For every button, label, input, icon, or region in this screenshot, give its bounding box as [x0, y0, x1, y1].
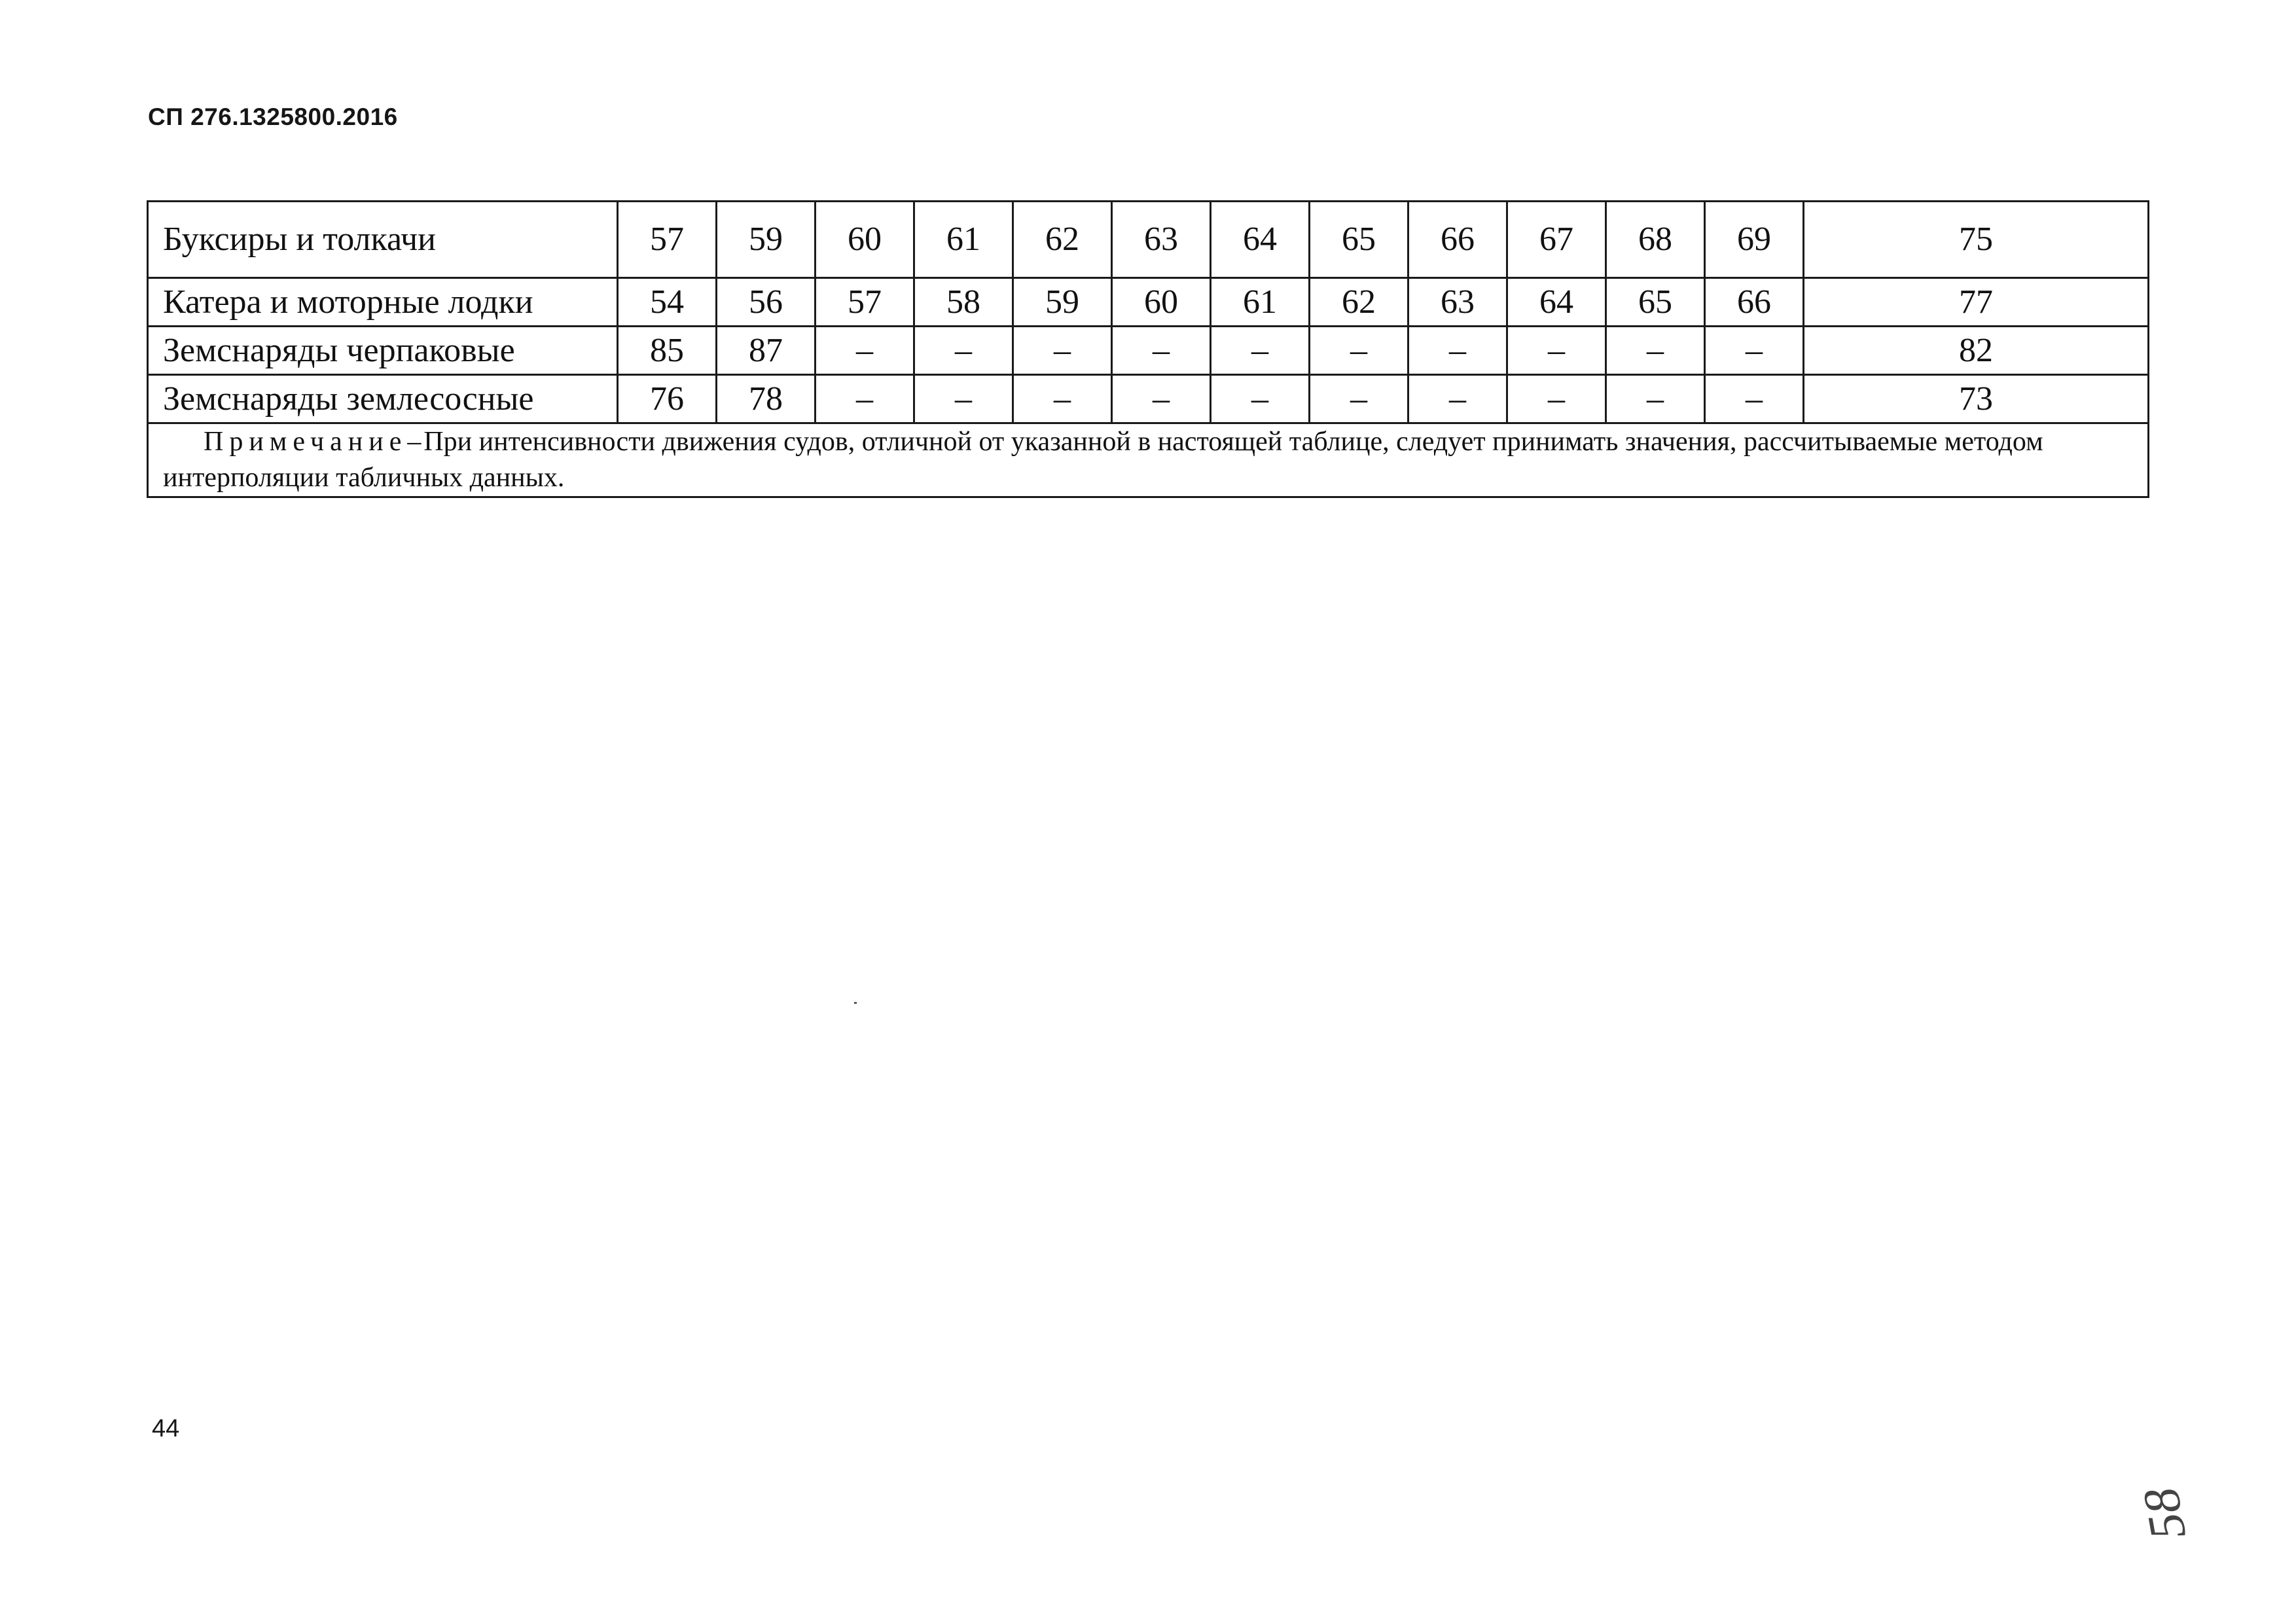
table-cell: 61 [914, 202, 1013, 278]
table-cell: – [1705, 327, 1804, 375]
table-cell: 67 [1507, 202, 1606, 278]
table-cell: 78 [717, 375, 816, 423]
table-cell: – [914, 327, 1013, 375]
table-cell: – [816, 327, 914, 375]
table-cell: 63 [1408, 278, 1507, 327]
table-cell: – [1408, 375, 1507, 423]
table-cell: – [1507, 327, 1606, 375]
row-label: Катера и моторные лодки [148, 278, 618, 327]
table-cell: – [914, 375, 1013, 423]
table-cell: 66 [1705, 278, 1804, 327]
table-cell: – [1112, 327, 1211, 375]
table-cell: – [1606, 327, 1705, 375]
table-cell: 64 [1211, 202, 1310, 278]
note-separator: – [407, 427, 422, 457]
table-cell: 57 [816, 278, 914, 327]
table-cell: 60 [1112, 278, 1211, 327]
table-cell: – [1705, 375, 1804, 423]
table-row [148, 327, 2149, 375]
table-row [148, 202, 2149, 278]
table-cell: 65 [1310, 202, 1408, 278]
table-cell: – [1310, 375, 1408, 423]
table-cell: – [1211, 327, 1310, 375]
table-cell-last: 77 [1804, 278, 2149, 327]
table-cell: 76 [618, 375, 717, 423]
table-cell: – [1408, 327, 1507, 375]
table-cell: – [1112, 375, 1211, 423]
table-cell: – [1310, 327, 1408, 375]
table-cell-last: 73 [1804, 375, 2149, 423]
table-cell: – [1606, 375, 1705, 423]
page-number: 44 [152, 1415, 180, 1442]
table-note [148, 423, 2149, 497]
table-cell: 85 [618, 327, 717, 375]
table-cell: 60 [816, 202, 914, 278]
table-cell: – [1013, 327, 1112, 375]
table-row [148, 375, 2149, 423]
table-cell: 87 [717, 327, 816, 375]
row-label: Земснаряды землесосные [148, 375, 618, 423]
data-table [147, 200, 2149, 498]
table-cell: 61 [1211, 278, 1310, 327]
table-cell-last: 75 [1804, 202, 2149, 278]
table-cell: 59 [717, 202, 816, 278]
table-body [148, 202, 2149, 497]
table-cell: 69 [1705, 202, 1804, 278]
note-lead: Примечание [204, 427, 408, 457]
table-note-row [148, 423, 2149, 497]
table-cell: 66 [1408, 202, 1507, 278]
table-cell: 63 [1112, 202, 1211, 278]
table-cell: – [1211, 375, 1310, 423]
note-text: При интенсивности движения судов, отличной от указанной в настоящей таблице, следует принимать значения, рассчитываемые методом интерполяции табличных данных. [163, 427, 2043, 493]
table-cell: 59 [1013, 278, 1112, 327]
handwritten-page-mark: 58 [2131, 1484, 2197, 1544]
table-cell-last: 82 [1804, 327, 2149, 375]
row-label: Буксиры и толкачи [148, 202, 618, 278]
table-cell: 68 [1606, 202, 1705, 278]
table-cell: 62 [1013, 202, 1112, 278]
table-row [148, 278, 2149, 327]
table-cell: 62 [1310, 278, 1408, 327]
scan-speck [854, 1002, 857, 1004]
table-cell: – [1507, 375, 1606, 423]
table-cell: 64 [1507, 278, 1606, 327]
table-cell: 58 [914, 278, 1013, 327]
table-cell: 65 [1606, 278, 1705, 327]
document-code: СП 276.1325800.2016 [148, 103, 398, 130]
table-cell: 54 [618, 278, 717, 327]
table-cell: 56 [717, 278, 816, 327]
row-label: Земснаряды черпаковые [148, 327, 618, 375]
table-cell: – [1013, 375, 1112, 423]
table-cell: – [816, 375, 914, 423]
table-cell: 57 [618, 202, 717, 278]
